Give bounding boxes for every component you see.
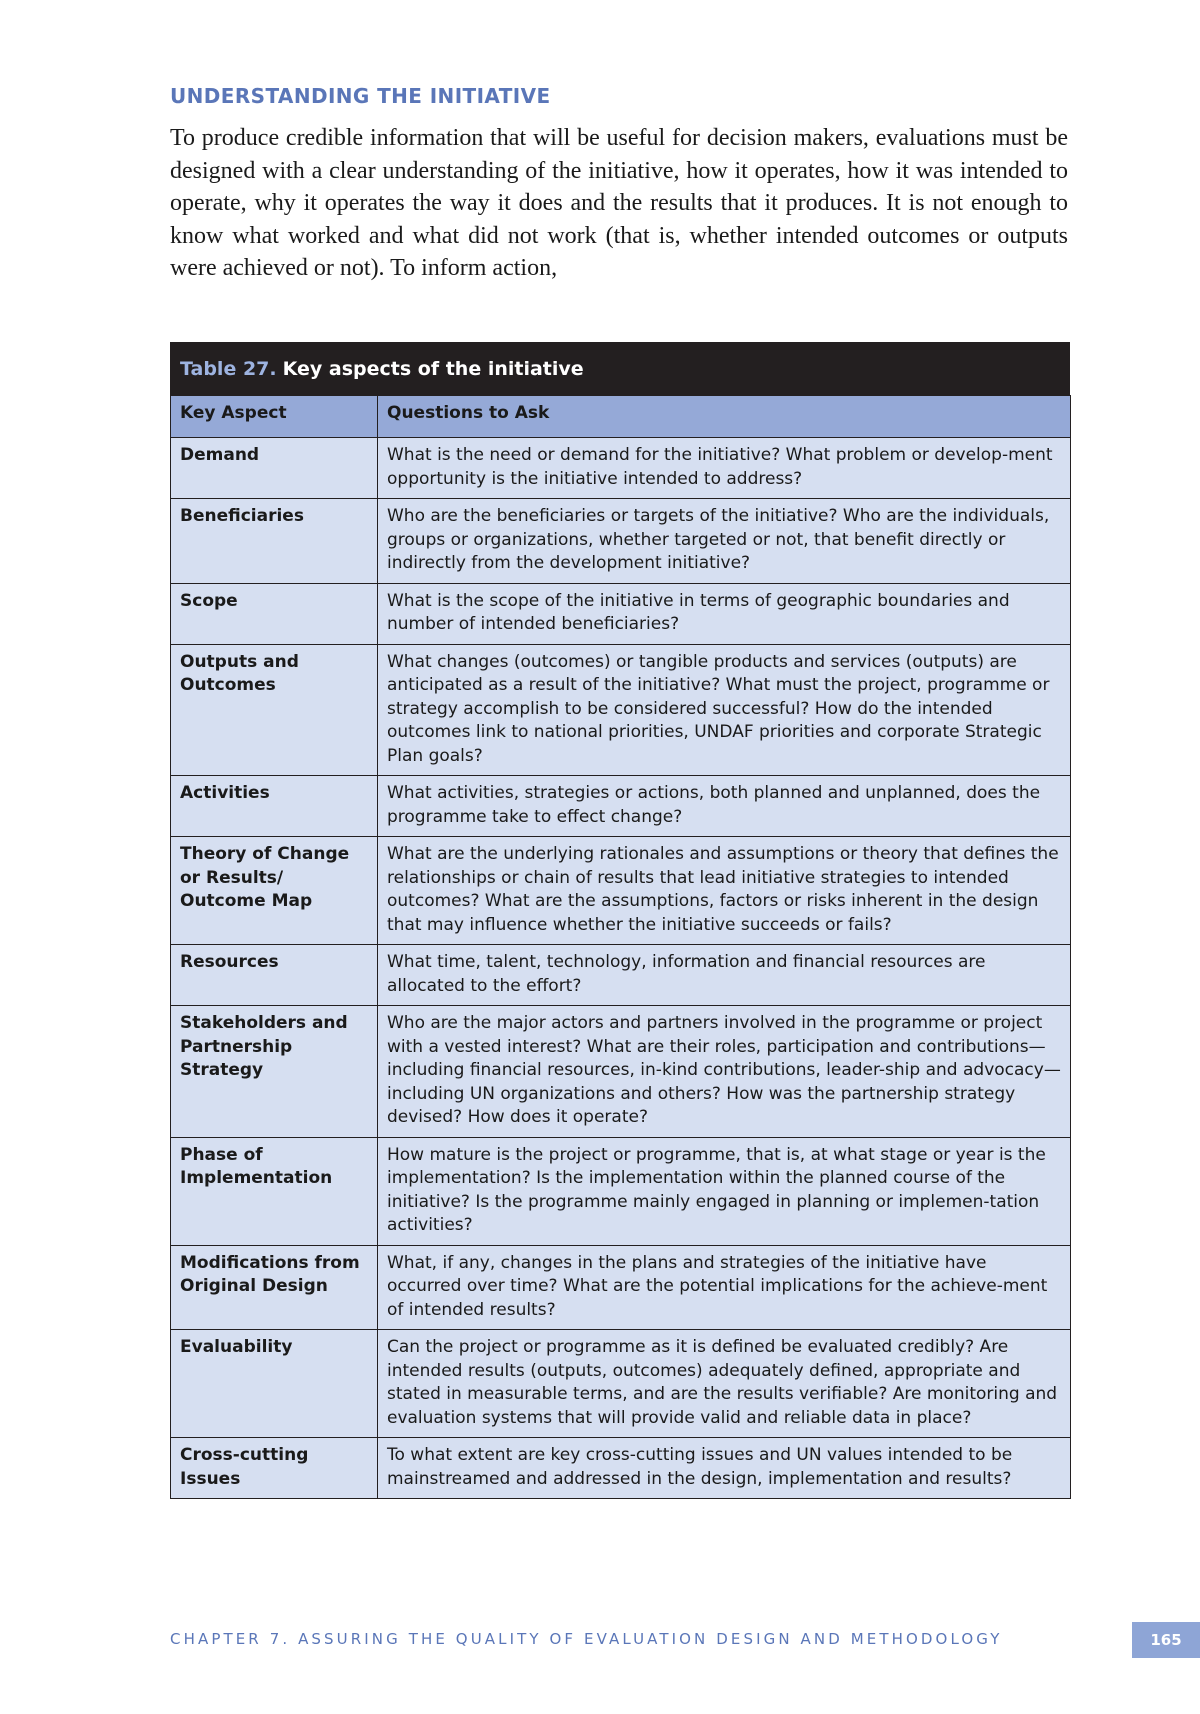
questions-cell: What activities, strategies or actions, both planned and unplanned, does the programme take to effect change? [378, 776, 1071, 837]
key-aspect-cell: Cross-cutting Issues [171, 1438, 378, 1499]
table-row [171, 644, 1071, 776]
questions-cell: How mature is the project or programme, that is, at what stage or year is the implementation? Is the implementation within the planned course of the initiative? Is the programme mainly engaged in planning or implemen-tation activities? [378, 1137, 1071, 1245]
table-caption [170, 342, 1070, 395]
table-row [171, 583, 1071, 644]
questions-cell: What changes (outcomes) or tangible products and services (outputs) are anticipated as a result of the initiative? What must the project, programme or strategy accomplish to be considered successful? How do the intended outcomes link to national priorities, UNDAF priorities and corporate Strategic Plan goals? [378, 644, 1071, 776]
table-row [171, 438, 1071, 499]
questions-cell: What is the need or demand for the initiative? What problem or develop-ment opportunity is the initiative intended to address? [378, 438, 1071, 499]
table-caption-number: Table 27. [180, 357, 277, 380]
questions-cell: What, if any, changes in the plans and strategies of the initiative have occurred over time? What are the potential implications for the achieve-ment of intended results? [378, 1245, 1071, 1330]
key-aspect-cell: Stakeholders and Partnership Strategy [171, 1006, 378, 1138]
intro-paragraph: To produce credible information that will be useful for decision makers, evaluations must be designed with a clear understanding of the initiative, how it operates, how it was intended to operate, why it operates the way it does and the results that it produces. It is not enough to know what worked and what did not work (that is, whether intended outcomes or outputs were achieved or not). To inform action, [170, 125, 1068, 281]
key-aspect-cell: Activities [171, 776, 378, 837]
table-row [171, 1245, 1071, 1330]
questions-cell: What is the scope of the initiative in terms of geographic boundaries and number of intended beneficiaries? [378, 583, 1071, 644]
table-row [171, 1006, 1071, 1138]
key-aspect-cell: Resources [171, 945, 378, 1006]
table-row [171, 1330, 1071, 1438]
questions-cell: What time, talent, technology, information and financial resources are allocated to the effort? [378, 945, 1071, 1006]
key-aspect-cell: Outputs and Outcomes [171, 644, 378, 776]
page-number-badge: 165 [1132, 1622, 1200, 1658]
key-aspect-cell: Modifications from Original Design [171, 1245, 378, 1330]
table-row [171, 776, 1071, 837]
table-row [171, 837, 1071, 945]
chapter-footer: CHAPTER 7. ASSURING THE QUALITY OF EVALUATION DESIGN AND METHODOLOGY [170, 1630, 1003, 1648]
key-aspect-cell: Beneficiaries [171, 499, 378, 584]
key-aspect-cell: Phase of Implementation [171, 1137, 378, 1245]
table-row [171, 945, 1071, 1006]
table-header-row [171, 396, 1071, 438]
key-aspect-cell: Demand [171, 438, 378, 499]
questions-cell: Who are the major actors and partners involved in the programme or project with a vested interest? What are their roles, participation and contributions—including financial resources, in-kind contributions, leader-ship and advocacy—including UN organizations and others? How was the partnership strategy devised? How does it operate? [378, 1006, 1071, 1138]
table-caption-title: Key aspects of the initiative [282, 357, 584, 380]
key-aspect-cell: Theory of Change or Results/ Outcome Map [171, 837, 378, 945]
key-aspects-table [170, 342, 1070, 1499]
questions-cell: To what extent are key cross-cutting issues and UN values intended to be mainstreamed and addressed in the design, implementation and results? [378, 1438, 1071, 1499]
questions-cell: What are the underlying rationales and assumptions or theory that defines the relationships or chain of results that lead initiative strategies to intended outcomes? What are the assumptions, factors or risks inherent in the design that may influence whether the initiative succeeds or fails? [378, 837, 1071, 945]
column-header-key-aspect: Key Aspect [171, 396, 378, 438]
table-row [171, 499, 1071, 584]
questions-cell: Can the project or programme as it is defined be evaluated credibly? Are intended results (outputs, outcomes) adequately defined, appropriate and stated in measurable terms, and are the results verifiable? Are monitoring and evaluation systems that will provide valid and reliable data in place? [378, 1330, 1071, 1438]
table-row [171, 1137, 1071, 1245]
table-grid [170, 395, 1071, 1499]
table-row [171, 1438, 1071, 1499]
questions-cell: Who are the beneficiaries or targets of the initiative? Who are the individuals, groups or organizations, whether targeted or not, that benefit directly or indirectly from the development initiative? [378, 499, 1071, 584]
key-aspect-cell: Scope [171, 583, 378, 644]
section-title: UNDERSTANDING THE INITIATIVE [170, 84, 551, 108]
column-header-questions: Questions to Ask [378, 396, 1071, 438]
key-aspect-cell: Evaluability [171, 1330, 378, 1438]
